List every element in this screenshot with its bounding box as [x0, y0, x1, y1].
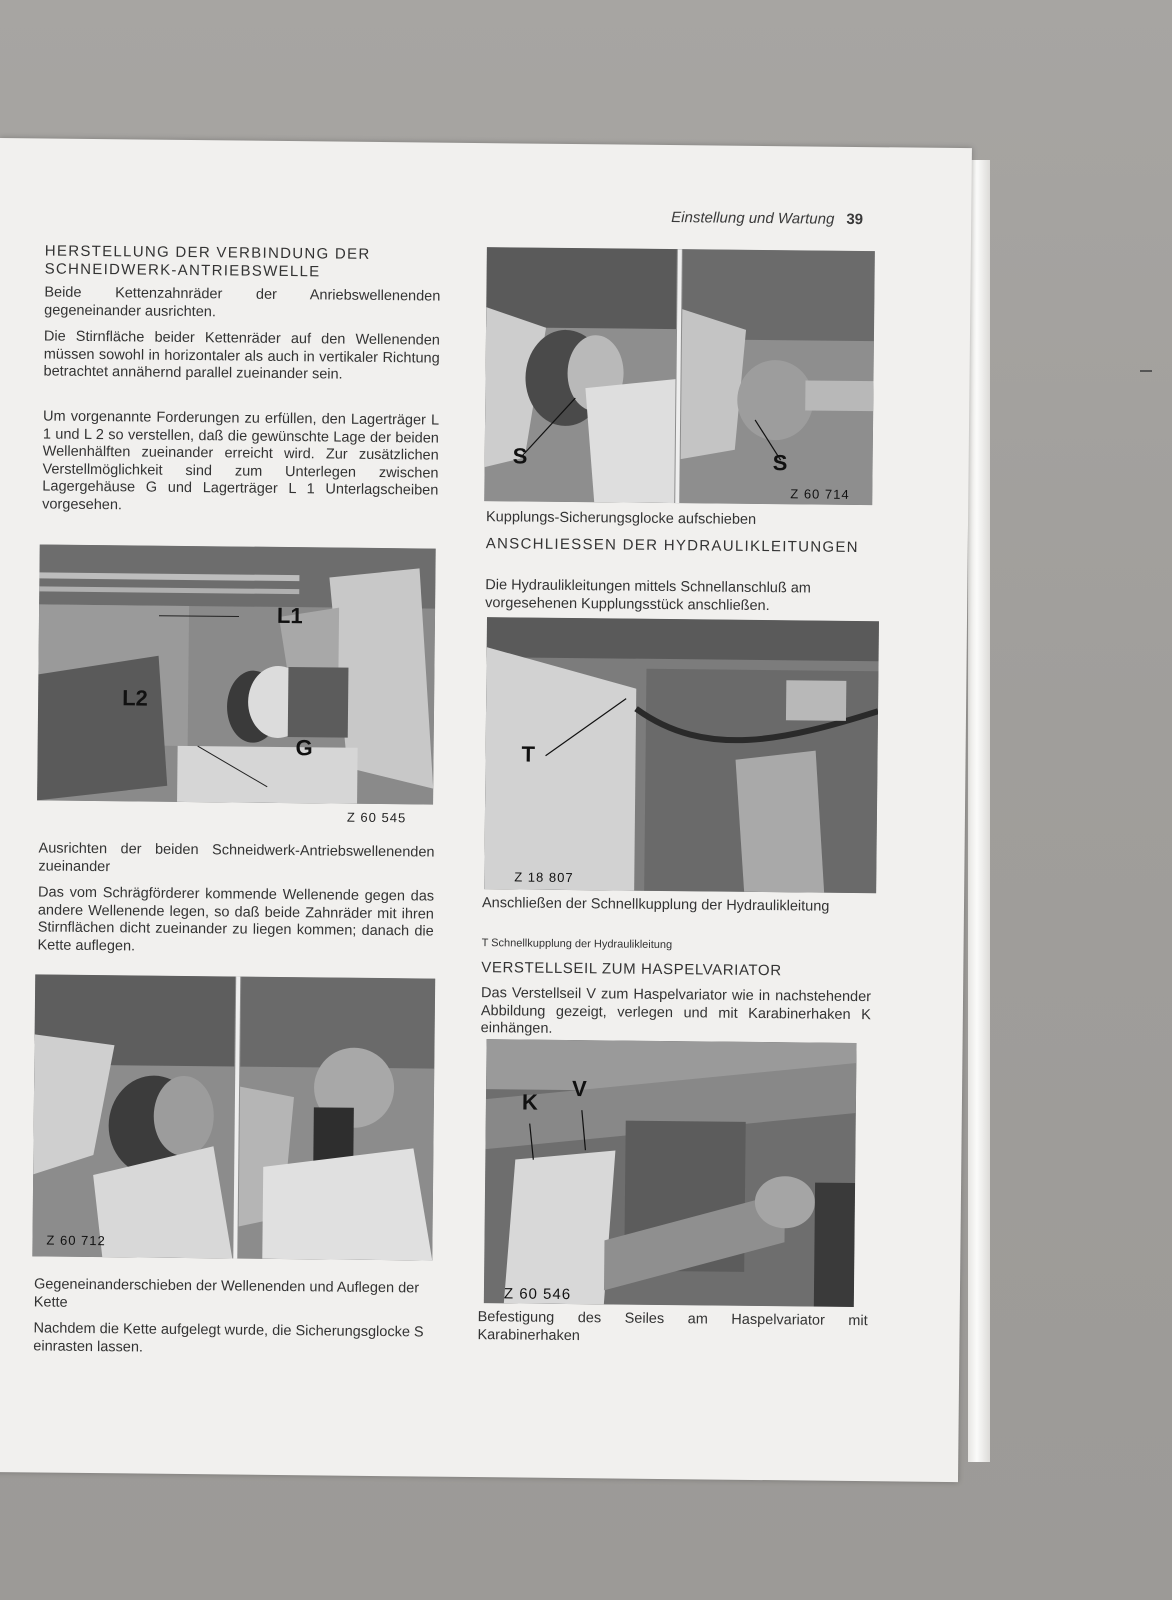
coupling-bell-illustration [484, 247, 875, 505]
chain-placement-illustration [32, 974, 435, 1260]
caption-4: Anschließen der Schnellkupplung der Hydraulikleitung [481, 895, 830, 915]
figure-label-l1: L1 [276, 602, 303, 629]
figure-code-1: Z 60 545 [346, 809, 407, 826]
figure-label-s-right: S [772, 450, 788, 476]
photo-hydraulic-coupling [484, 617, 879, 893]
figure-code-3: Z 60 714 [790, 486, 850, 502]
shaft-alignment-illustration [37, 544, 436, 804]
paragraph-4: Das vom Schrägförderer kommende Wellenende gegen das andere Wellenende legen, so daß beide Zahnräder mit ihren Stirnflächen dicht zueinander zu liegen kommen; danach die Kette auflegen. [37, 884, 435, 954]
figure-label-l2: L2 [122, 685, 148, 711]
photo-coupling-bell [484, 247, 875, 505]
figure-label-s-left: S [512, 443, 528, 469]
paragraph-7: Das Verstellseil V zum Haspelvariator wie in nachstehender Abbildung gezeigt, verlegen und mit Karabinerhaken K einhängen. [480, 985, 872, 1037]
figure-code-5: Z 60 546 [503, 1285, 572, 1304]
book-page [0, 138, 972, 1482]
caption-3: Kupplungs-Sicherungsglocke aufschieben [485, 509, 757, 528]
caption-2: Gegeneinanderschieben der Wellenenden und Auflegen der Kette [33, 1276, 420, 1311]
figure-code-2: Z 60 712 [46, 1232, 106, 1249]
caption-5: Befestigung des Seiles am Haspelvariator mit Karabinerhaken [477, 1309, 868, 1344]
figure-label-v: V [571, 1076, 587, 1102]
heading-connection: HERSTELLUNG DER VERBINDUNG DER SCHNEIDWERK-ANTRIEBSWELLE [44, 242, 371, 281]
figure-label-t: T [521, 741, 536, 767]
caption-1: Ausrichten der beiden Schneidwerk-Antriebswellenenden zueinander [38, 840, 435, 875]
page-stack-edge [968, 160, 990, 1462]
photo-chain-placement [32, 974, 435, 1260]
legend-4: T Schnellkupplung der Hydraulikleitung [481, 937, 673, 952]
photo-shaft-alignment [37, 544, 436, 804]
figure-label-g: G [295, 735, 313, 761]
heading-cable: VERSTELLSEIL ZUM HASPELVARIATOR [481, 959, 782, 980]
hydraulic-coupling-illustration [484, 617, 879, 893]
figure-label-k: K [521, 1089, 538, 1115]
paragraph-1: Beide Kettenzahnräder der Anriebswellenenden gegeneinander ausrichten. [44, 284, 441, 320]
paragraph-3: Um vorgenannte Forderungen zu erfüllen, den Lagerträger L 1 und L 2 so verstellen, daß die gewünschte Lage der beiden Wellenhälften zueinander erreicht wird. Zur zusätzlichen Verstellmöglichkeit sind zum Unterlegen zwischen Lagergehäuse G und Lagerträger L 1 Unterlagscheiben vorgesehen. [42, 408, 440, 513]
section-title: Einstellung und Wartung [671, 209, 835, 228]
table-mark [1140, 370, 1152, 372]
figure-code-4: Z 18 807 [514, 869, 574, 886]
paragraph-6: Die Hydraulikleitungen mittels Schnellanschluß am vorgesehenen Kupplungsstück anschließen. [485, 577, 812, 614]
paragraph-5: Nachdem die Kette aufgelegt wurde, die Sicherungsglocke S einrasten lassen. [33, 1320, 424, 1356]
page-number: 39 [846, 210, 864, 229]
paragraph-2: Die Stirnfläche beider Kettenräder auf den Wellenenden müssen sowohl in horizontaler als auch in vertikaler Richtung betrachtet annähernd parallel zueinander sein. [43, 328, 440, 383]
heading-hydraulic: ANSCHLIESSEN DER HYDRAULIKLEITUNGEN [485, 535, 859, 557]
reel-variator-illustration [484, 1039, 857, 1307]
photo-reel-variator [484, 1039, 857, 1307]
running-header [671, 209, 901, 228]
